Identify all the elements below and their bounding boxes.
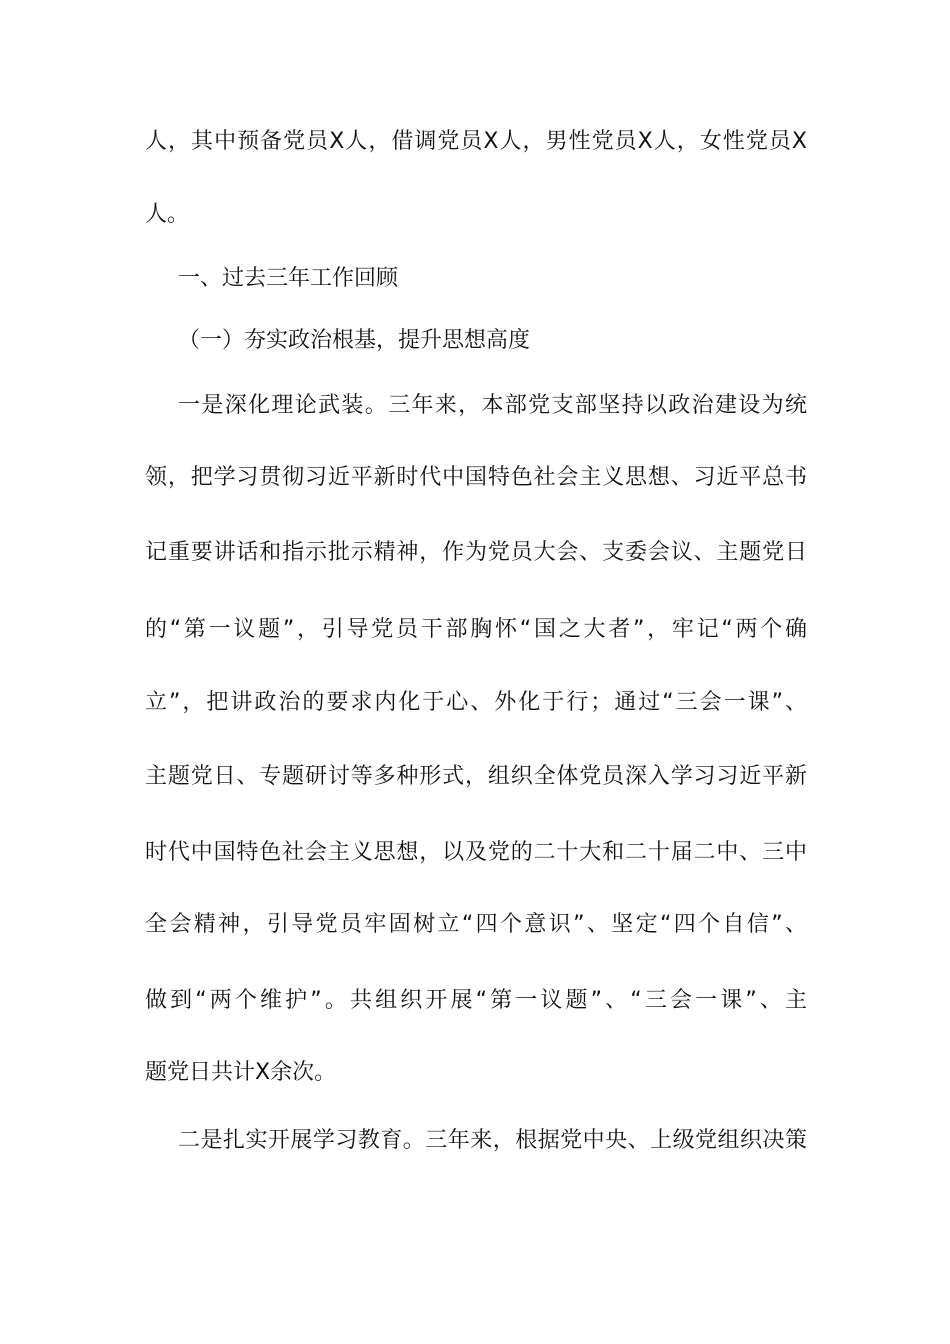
- paragraph-line: 一是深化理论武装。三年来，本部党支部坚持以政治建设为统: [178, 393, 807, 418]
- paragraph-line: 人。: [145, 202, 190, 227]
- paragraph-line: 全会精神，引导党员牢固树立“四个意识”、坚定“四个自信”、: [145, 912, 807, 937]
- paragraph-line: 记重要讲话和指示批示精神，作为党员大会、支委会议、主题党日: [145, 540, 807, 565]
- paragraph-line: 的“第一议题”，引导党员干部胸怀“国之大者”，牢记“两个确: [145, 617, 807, 642]
- paragraph-line: 主题党日、专题研讨等多种形式，组织全体党员深入学习习近平新: [145, 764, 807, 789]
- subsection-heading: （一）夯实政治根基，提升思想高度: [178, 328, 531, 353]
- paragraph-line: 二是扎实开展学习教育。三年来，根据党中央、上级党组织决策: [178, 1128, 807, 1153]
- paragraph-line: 题党日共计X余次。: [145, 1060, 337, 1085]
- paragraph-line: 时代中国特色社会主义思想，以及党的二十大和二十届二中、三中: [145, 840, 807, 865]
- paragraph-line: 人，其中预备党员X人，借调党员X人，男性党员X人，女性党员X: [145, 129, 807, 154]
- paragraph-line: 领，把学习贯彻习近平新时代中国特色社会主义思想、习近平总书: [145, 465, 807, 490]
- paragraph-line: 立”，把讲政治的要求内化于心、外化于行；通过“三会一课”、: [145, 690, 807, 715]
- paragraph-line: 做到“两个维护”。共组织开展“第一议题”、“三会一课”、主: [145, 988, 807, 1013]
- section-heading: 一、过去三年工作回顾: [178, 266, 399, 291]
